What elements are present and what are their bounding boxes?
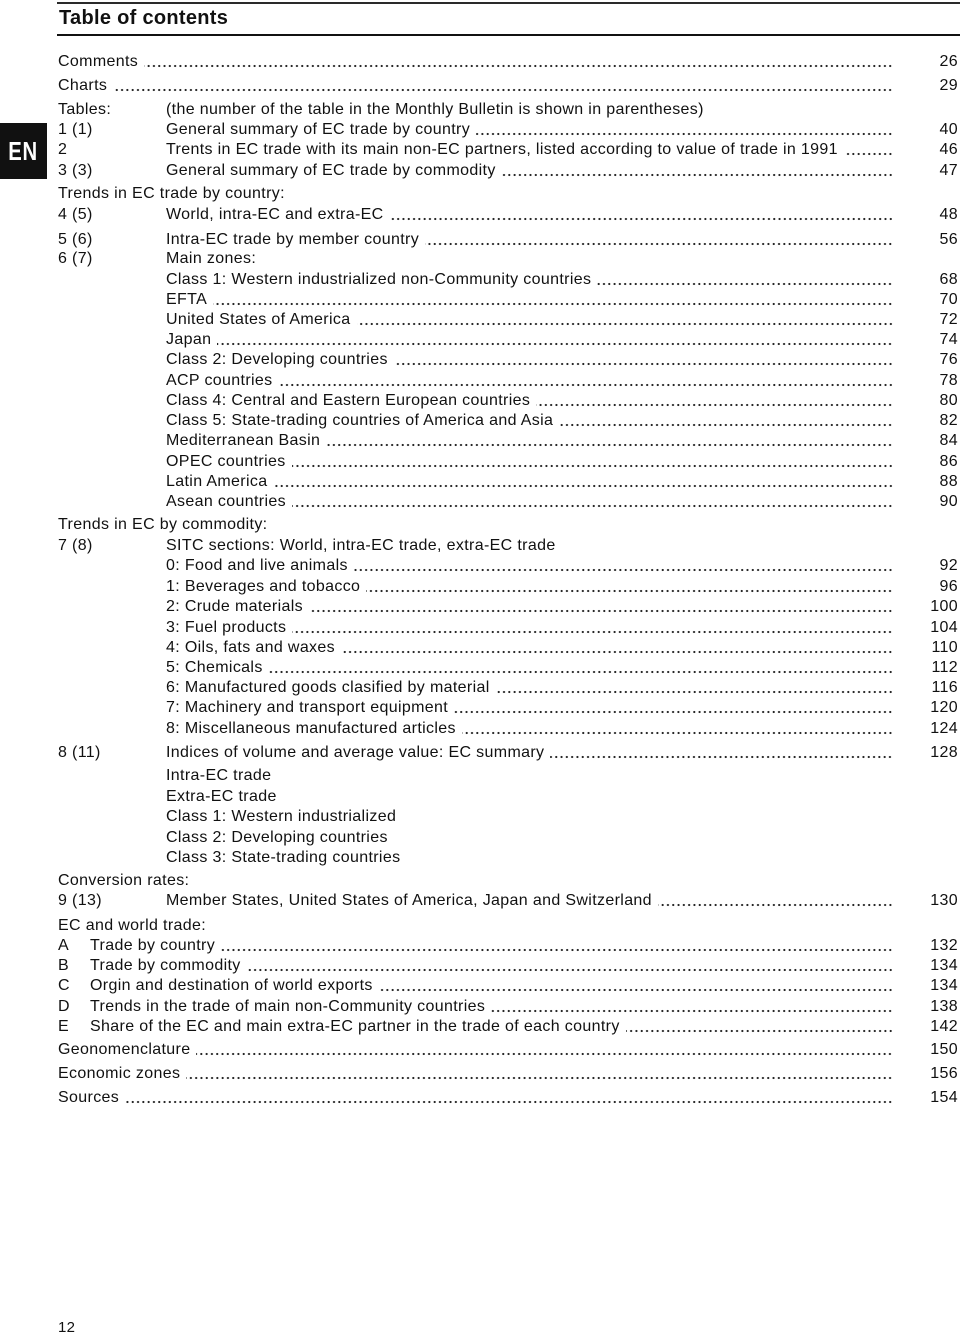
entry-line <box>166 162 893 180</box>
toc-entry-zone <box>58 351 958 369</box>
entry-label: Intra-EC trade by member country <box>166 231 420 248</box>
entry-line <box>166 578 893 596</box>
indices-subitem <box>58 808 958 826</box>
toc-entry-zone <box>58 453 958 471</box>
item-letter: B <box>58 957 70 974</box>
sitc-row <box>58 537 958 555</box>
entry-line <box>166 311 893 329</box>
dot-leader <box>476 121 893 136</box>
page-number: 80 <box>939 392 958 409</box>
entry-label: Trade by commodity <box>90 957 241 974</box>
dot-leader <box>269 659 893 674</box>
toc-entry-world-trade <box>58 937 958 955</box>
entry-label: Geonomenclature <box>58 1041 191 1058</box>
entry-label: General summary of EC trade by commodity <box>166 162 496 179</box>
toc-entry-sitc <box>58 619 958 637</box>
toc-entry-table <box>58 206 958 224</box>
page-number: 26 <box>939 53 958 70</box>
entry-label: Economic zones <box>58 1065 181 1082</box>
dot-leader <box>186 1065 893 1080</box>
entry-line <box>58 1089 893 1107</box>
subitem-label: Class 1: Western industrialized <box>166 808 397 825</box>
entry-line <box>166 557 893 575</box>
tables-heading-row <box>58 101 958 119</box>
toc-entry-table <box>58 121 958 139</box>
item-letter: A <box>58 937 70 954</box>
subsection-label: SITC sections: World, intra-EC trade, extra-EC trade <box>166 537 556 554</box>
toc-entry-world-trade <box>58 957 958 975</box>
entry-label: 5: Chemicals <box>166 659 263 676</box>
entry-label: General summary of EC trade by country <box>166 121 471 138</box>
entry-label: Japan <box>166 331 212 348</box>
entry-line <box>90 957 893 975</box>
entry-label: 6: Manufactured goods clasified by material <box>166 679 490 696</box>
table-number: 1 (1) <box>58 121 93 138</box>
entry-label: Trade by country <box>90 937 216 954</box>
dot-leader <box>357 311 894 326</box>
entry-label: World, intra-EC and extra-EC <box>166 206 384 223</box>
toc-entry-sitc <box>58 639 958 657</box>
entry-line <box>90 937 893 955</box>
page-number: 76 <box>939 351 958 368</box>
language-tab <box>0 123 47 179</box>
toc-entry-world-trade <box>58 977 958 995</box>
page-number: 74 <box>939 331 958 348</box>
page-number: 134 <box>930 977 958 994</box>
entry-label: Class 5: State-trading countries of America and Asia <box>166 412 554 429</box>
dot-leader <box>309 598 893 613</box>
entry-label: Charts <box>58 77 108 94</box>
dot-leader <box>502 162 893 177</box>
page-number: 142 <box>930 1018 958 1035</box>
toc-entry-zone <box>58 412 958 430</box>
entry-label: Class 1: Western industrialized non-Community countries <box>166 271 592 288</box>
subsection-label: Main zones: <box>166 250 257 267</box>
toc-entry-world-trade <box>58 998 958 1016</box>
entry-line <box>166 473 893 491</box>
entry-line <box>166 291 893 309</box>
entry-line <box>166 639 893 657</box>
table-number: 7 (8) <box>58 537 93 554</box>
entry-label: Member States, United States of America, Japan and Switzerland <box>166 892 652 909</box>
entry-line <box>166 679 893 697</box>
toc-entry-zone <box>58 271 958 289</box>
entry-line <box>58 53 893 71</box>
entry-label: Sources <box>58 1089 120 1106</box>
toc-entry-table <box>58 162 958 180</box>
dot-leader <box>354 557 893 572</box>
dot-leader <box>217 331 893 346</box>
entry-label: EFTA <box>166 291 208 308</box>
page-number: 29 <box>939 77 958 94</box>
toc-entry-sources <box>58 1089 958 1107</box>
page-number: 90 <box>939 493 958 510</box>
table-number: 6 (7) <box>58 250 93 267</box>
dot-leader <box>366 578 893 593</box>
dot-leader <box>559 412 893 427</box>
toc-entry-zone <box>58 331 958 349</box>
page-number: 138 <box>930 998 958 1015</box>
toc-entry-world-trade <box>58 1018 958 1036</box>
table-number: 5 (6) <box>58 231 93 248</box>
entry-label: Indices of volume and average value: EC summary <box>166 744 545 761</box>
entry-line <box>166 351 893 369</box>
entry-line <box>166 892 893 910</box>
page-number: 100 <box>930 598 958 615</box>
entry-line <box>90 998 893 1016</box>
entry-label: 8: Miscellaneous manufactured articles <box>166 720 456 737</box>
page-number: 70 <box>939 291 958 308</box>
entry-label: Asean countries <box>166 493 286 510</box>
entry-line <box>90 977 893 995</box>
entry-label: 4: Oils, fats and waxes <box>166 639 336 656</box>
entry-line <box>166 598 893 616</box>
entry-label: United States of America <box>166 311 351 328</box>
toc-entry-economic-zones <box>58 1065 958 1083</box>
entry-line <box>166 744 893 762</box>
entry-line <box>90 1018 893 1036</box>
page-number: 92 <box>939 557 958 574</box>
page-number: 88 <box>939 473 958 490</box>
entry-label: 0: Food and live animals <box>166 557 348 574</box>
page-number: 104 <box>930 619 958 636</box>
subitem-label: Intra-EC trade <box>166 767 272 784</box>
entry-label: ACP countries <box>166 372 273 389</box>
toc-entry-zone <box>58 473 958 491</box>
item-letter: E <box>58 1018 70 1035</box>
toc-entry-table <box>58 231 958 249</box>
dot-leader <box>597 271 893 286</box>
dot-leader <box>213 291 893 306</box>
entry-line <box>166 372 893 390</box>
toc-entry-sitc <box>58 699 958 717</box>
toc-entry-sitc <box>58 659 958 677</box>
toc-entry-zone <box>58 372 958 390</box>
toc-entry-indices <box>58 744 958 762</box>
entry-line <box>166 412 893 430</box>
entry-line <box>58 1041 893 1059</box>
page-number: 124 <box>930 720 958 737</box>
entry-label: 3: Fuel products <box>166 619 287 636</box>
dot-leader <box>196 1041 893 1056</box>
subitem-label: Class 3: State-trading countries <box>166 849 401 866</box>
entry-line <box>166 659 893 677</box>
entry-line <box>166 720 893 738</box>
dot-leader <box>279 372 893 387</box>
footer-page-number: 12 <box>58 1319 76 1336</box>
dot-leader <box>390 206 893 221</box>
indices-subitem <box>58 849 958 867</box>
dot-leader <box>379 977 893 992</box>
entry-label: Comments <box>58 53 139 70</box>
page-number: 40 <box>939 121 958 138</box>
by-commodity-heading-row <box>58 516 958 534</box>
toc-entry-zone <box>58 311 958 329</box>
toc-entry-sitc <box>58 598 958 616</box>
dot-leader <box>292 493 893 508</box>
toc-entry-zone <box>58 493 958 511</box>
language-tab-label: EN <box>8 136 39 166</box>
entry-label: OPEC countries <box>166 453 286 470</box>
dot-leader <box>550 744 893 759</box>
dot-leader <box>274 473 894 488</box>
page-number: 116 <box>931 679 958 696</box>
dot-leader <box>125 1089 893 1104</box>
toc-entry-sitc <box>58 578 958 596</box>
page-number: 47 <box>939 162 958 179</box>
table-number: 4 (5) <box>58 206 93 223</box>
section-heading: Trends in EC trade by country: <box>58 185 285 202</box>
entry-line <box>58 77 893 95</box>
toc-entry-zone <box>58 291 958 309</box>
toc-entry-charts <box>58 77 958 95</box>
title-divider <box>57 34 960 36</box>
dot-leader <box>144 53 893 68</box>
entry-line <box>166 121 893 139</box>
page-number: 46 <box>939 141 958 158</box>
page-number: 112 <box>931 659 958 676</box>
toc-entry-sitc <box>58 679 958 697</box>
page-number: 86 <box>939 453 958 470</box>
toc-entry-sitc <box>58 720 958 738</box>
entry-label: Trends in the trade of main non-Community countries <box>90 998 486 1015</box>
dot-leader <box>326 432 893 447</box>
conversion-heading-row <box>58 872 958 890</box>
entry-label: 7: Machinery and transport equipment <box>166 699 449 716</box>
entry-label: Share of the EC and main extra-EC partner in the trade of each country <box>90 1018 620 1035</box>
top-border-line <box>57 2 960 4</box>
entry-label: Class 4: Central and Eastern European countries <box>166 392 531 409</box>
entry-line <box>166 453 893 471</box>
page-number: 48 <box>939 206 958 223</box>
dot-leader <box>292 619 893 634</box>
dot-leader <box>496 679 893 694</box>
subitem-label: Class 2: Developing countries <box>166 829 388 846</box>
page-number: 132 <box>930 937 958 954</box>
section-heading: Trends in EC by commodity: <box>58 516 268 533</box>
dot-leader <box>221 937 893 952</box>
indices-subitem <box>58 788 958 806</box>
entry-label: 2: Crude materials <box>166 598 304 615</box>
page-number: 120 <box>930 699 958 716</box>
entry-line <box>166 493 893 511</box>
entry-label: Class 2: Developing countries <box>166 351 388 368</box>
page-number: 72 <box>939 311 958 328</box>
page-number: 110 <box>931 639 958 656</box>
tables-note: (the number of the table in the Monthly Bulletin is shown in parentheses) <box>166 101 704 118</box>
entry-label: Orgin and destination of world exports <box>90 977 373 994</box>
entry-line <box>166 619 893 637</box>
dot-leader <box>247 957 893 972</box>
entry-line <box>166 331 893 349</box>
page-number: 134 <box>930 957 958 974</box>
dot-leader <box>394 351 893 366</box>
entry-line <box>166 392 893 410</box>
toc-entry-table <box>58 141 958 159</box>
dot-leader <box>341 639 893 654</box>
toc-entry-comments <box>58 53 958 71</box>
dot-leader <box>113 77 893 92</box>
entry-line <box>166 271 893 289</box>
dot-leader <box>626 1018 893 1033</box>
page-number: 82 <box>939 412 958 429</box>
entry-line <box>58 1065 893 1083</box>
page-number: 128 <box>930 744 958 761</box>
table-number: 3 (3) <box>58 162 93 179</box>
by-country-heading-row <box>58 185 958 203</box>
toc-entry-sitc <box>58 557 958 575</box>
entry-line <box>166 141 893 159</box>
toc-entry-zone <box>58 392 958 410</box>
entry-label: Trents in EC trade with its main non-EC partners, listed according to value of trade in 1991 <box>166 141 838 158</box>
dot-leader <box>658 892 893 907</box>
page-number: 130 <box>930 892 958 909</box>
page-number: 56 <box>939 231 958 248</box>
entry-line <box>166 231 893 249</box>
indices-subitem <box>58 829 958 847</box>
main-zones-row <box>58 250 958 268</box>
table-number: 8 (11) <box>58 744 101 761</box>
table-number: 9 (13) <box>58 892 102 909</box>
page-number: 84 <box>939 432 958 449</box>
page-title: Table of contents <box>59 7 229 29</box>
entry-line <box>166 432 893 450</box>
toc-entry-conversion <box>58 892 958 910</box>
page-number: 96 <box>939 578 958 595</box>
subitem-label: Extra-EC trade <box>166 788 277 805</box>
dot-leader <box>425 231 893 246</box>
table-number: 2 <box>58 141 68 158</box>
section-heading: Conversion rates: <box>58 872 190 889</box>
page-number: 150 <box>930 1041 958 1058</box>
section-heading: Tables: <box>58 101 112 118</box>
entry-line <box>166 699 893 717</box>
dot-leader <box>292 453 893 468</box>
page-number: 154 <box>930 1089 958 1106</box>
entry-line <box>166 206 893 224</box>
item-letter: D <box>58 998 70 1015</box>
dot-leader <box>462 720 893 735</box>
dot-leader <box>491 998 893 1013</box>
page-number: 78 <box>939 372 958 389</box>
page-number: 68 <box>939 271 958 288</box>
section-heading: EC and world trade: <box>58 917 207 934</box>
toc-entry-geonomenclature <box>58 1041 958 1059</box>
dot-leader <box>536 392 893 407</box>
page-number: 156 <box>930 1065 958 1082</box>
world-trade-heading-row <box>58 917 958 935</box>
dot-leader <box>844 141 893 156</box>
indices-subitem <box>58 767 958 785</box>
item-letter: C <box>58 977 70 994</box>
entry-label: Latin America <box>166 473 268 490</box>
entry-label: Mediterranean Basin <box>166 432 321 449</box>
toc-entry-zone <box>58 432 958 450</box>
dot-leader <box>454 699 893 714</box>
entry-label: 1: Beverages and tobacco <box>166 578 361 595</box>
